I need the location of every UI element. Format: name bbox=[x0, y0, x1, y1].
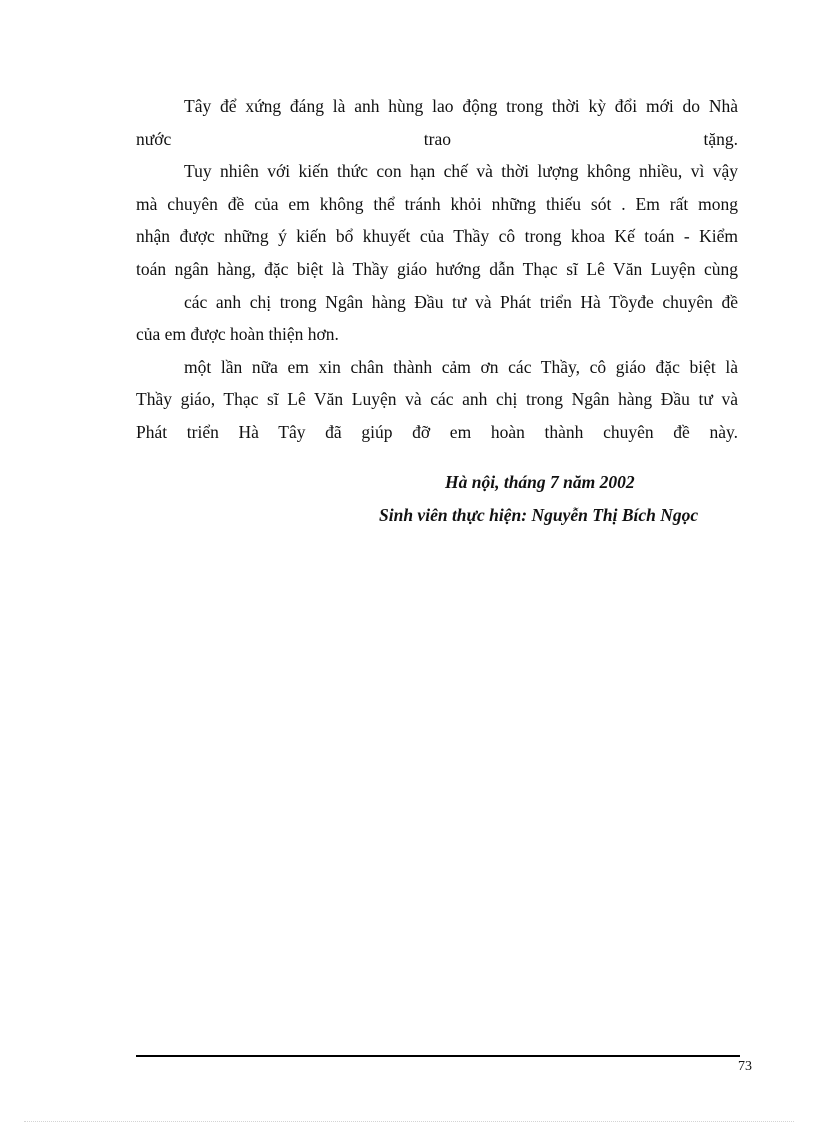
signature-date: Hà nội, tháng 7 năm 2002 bbox=[445, 472, 635, 492]
page-number: 73 bbox=[738, 1059, 752, 1074]
footer-divider bbox=[136, 1055, 740, 1057]
text-line: mà chuyên đề của em không thể tránh khỏi những thiếu sót . Em rất mong bbox=[136, 193, 738, 214]
text-line: nước trao tặng. bbox=[136, 128, 738, 149]
text-line: nhận được những ý kiến bổ khuyết của Thầy cô trong khoa Kế toán - Kiểm bbox=[136, 226, 738, 247]
text-line: một lần nữa em xin chân thành cảm ơn các Thầy, cô giáo đặc biệt là bbox=[184, 356, 738, 377]
signature-author: Sinh viên thực hiện: Nguyễn Thị Bích Ngọc bbox=[379, 505, 699, 525]
text-line: Tuy nhiên với kiến thức con hạn chế và thời lượng không nhiều, vì vậy bbox=[184, 161, 738, 182]
text-line: Tây để xứng đáng là anh hùng lao động trong thời kỳ đổi mới do Nhà bbox=[184, 96, 738, 116]
text-line: các anh chị trong Ngân hàng Đầu tư và Phát triển Hà Tồyđe chuyên đề bbox=[184, 291, 738, 312]
page-bottom-border bbox=[24, 1121, 794, 1122]
text-line: của em được hoàn thiện hơn. bbox=[136, 324, 339, 345]
text-line: Thầy giáo, Thạc sĩ Lê Văn Luyện và các anh chị trong Ngân hàng Đầu tư và bbox=[136, 389, 738, 410]
text-line: Phát triển Hà Tây đã giúp đỡ em hoàn thành chuyên đề này. bbox=[136, 421, 738, 442]
text-line: toán ngân hàng, đặc biệt là Thầy giáo hướng dẫn Thạc sĩ Lê Văn Luyện cùng bbox=[136, 258, 738, 279]
body-text bbox=[136, 90, 738, 449]
